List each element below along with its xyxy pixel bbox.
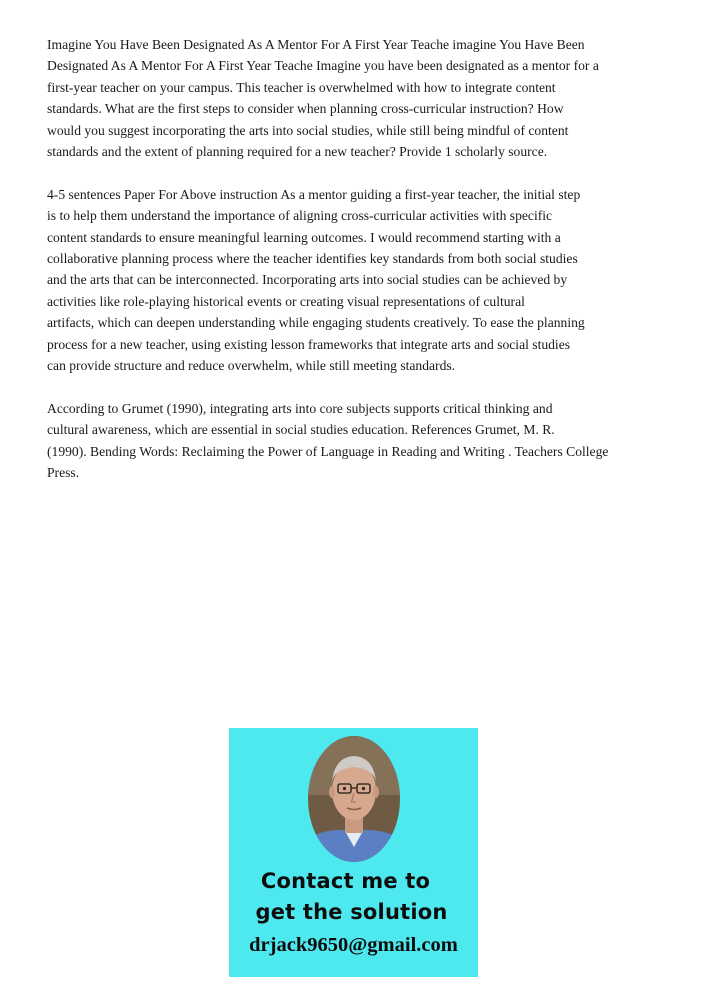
text-line: (1990). Bending Words: Reclaiming the Power of Language in Reading and Writing . Teachers College [47,443,609,459]
text-line: According to Grumet (1990), integrating arts into core subjects supports critical thinking and [47,400,553,416]
text-line: 4-5 sentences Paper For Above instruction As a mentor guiding a first-year teacher, the initial step [47,186,581,202]
text-line: can provide structure and reduce overwhelm, while still meeting standards. [47,358,456,374]
text-line: collaborative planning process where the teacher identifies key standards from both social studies [47,251,578,267]
text-line: would you suggest incorporating the arts into social studies, while still being mindful of content [47,122,569,138]
contact-advertisement[interactable] [229,728,478,977]
text-line: and the arts that can be interconnected. Incorporating arts into social studies can be achieved by [47,272,568,288]
paragraph-references [47,398,647,484]
text-line: Designated As A Mentor For A First Year Teache Imagine you have been designated as a mentor for a [47,58,599,74]
contact-email[interactable]: drjack9650@gmail.com [249,934,458,956]
paragraph-answer [47,184,647,377]
text-line: Imagine You Have Been Designated As A Mentor For A First Year Teache imagine You Have Been [47,37,585,52]
portrait-photo [307,735,401,863]
text-line: standards and the extent of planning required for a new teacher? Provide 1 scholarly source. [47,144,548,160]
contact-heading-line-1: Contact me to [260,869,431,893]
text-line: artifacts, which can deepen understanding while engaging students creatively. To ease the planning [47,315,585,331]
contact-heading-line-2: get the solution [255,900,448,924]
text-line: content standards to ensure meaningful learning outcomes. I would recommend starting with a [47,229,561,245]
paragraph-question [47,34,647,162]
text-line: cultural awareness, which are essential in social studies education. References Grumet, M. R. [47,422,555,438]
document-body [47,34,647,505]
text-line: is to help them understand the importance of aligning cross-curricular activities with specific [47,208,553,224]
text-line: activities like role-playing historical events or creating visual representations of cultural [47,293,525,309]
text-line: process for a new teacher, using existing lesson frameworks that integrate arts and social studies [47,336,571,352]
text-line: Press. [47,465,80,481]
text-line: standards. What are the first steps to consider when planning cross-curricular instruction? How [47,101,564,117]
text-line: first-year teacher on your campus. This teacher is overwhelmed with how to integrate content [47,79,556,95]
